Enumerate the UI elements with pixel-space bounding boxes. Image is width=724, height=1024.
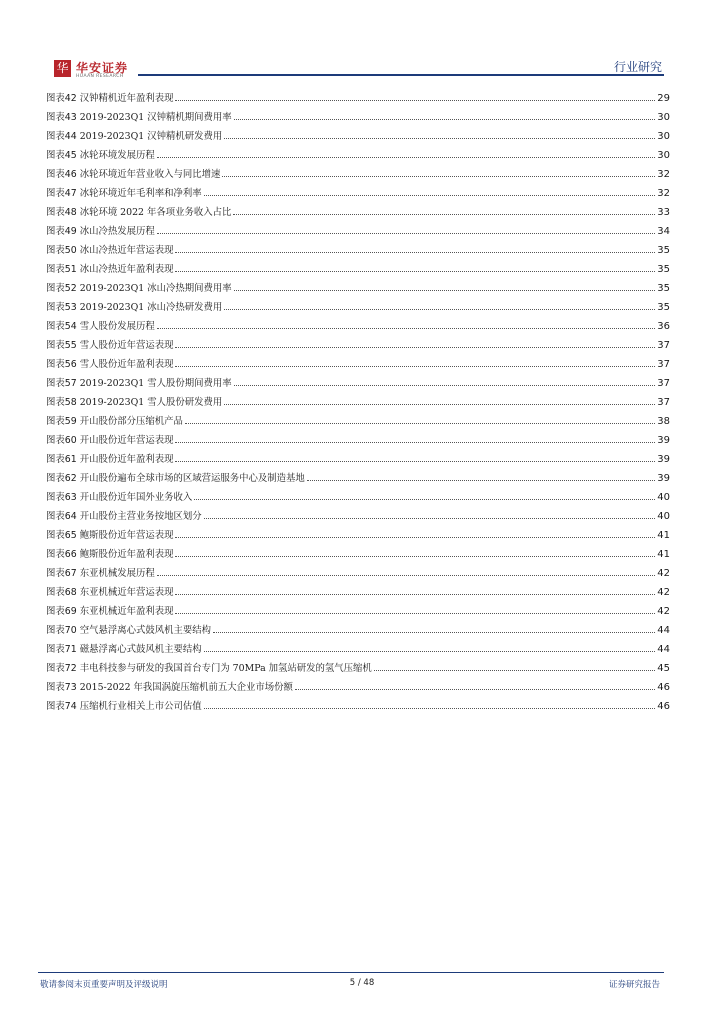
toc-dot-leader	[157, 221, 656, 234]
toc-entry-label	[46, 260, 173, 279]
section-label: 行业研究	[613, 60, 662, 74]
toc-dot-leader	[224, 297, 655, 310]
toc-entry-label	[46, 127, 222, 146]
toc-entry-label	[46, 355, 173, 374]
toc-entry-label	[46, 697, 202, 716]
toc-dot-leader	[234, 107, 656, 120]
toc-entry-label	[46, 564, 155, 583]
toc-entry-label	[46, 222, 155, 241]
toc-entry-prefix: 图表	[46, 606, 65, 617]
toc-dot-leader	[157, 316, 656, 329]
toc-entry-title: 开山股份近年国外业务收入	[79, 492, 193, 503]
logo-brand-subtitle: HUAAN RESEARCH	[76, 74, 124, 79]
toc-entry[interactable]	[46, 487, 670, 506]
toc-entry[interactable]	[46, 449, 670, 468]
toc-entry-number: 47	[64, 188, 77, 199]
toc-entry-number: 59	[64, 416, 77, 427]
toc-entry-page: 46	[657, 701, 670, 712]
toc-entry-number: 74	[64, 701, 77, 712]
toc-entry-page: 30	[657, 112, 670, 123]
toc-entry-prefix: 图表	[46, 492, 65, 503]
toc-entry[interactable]	[46, 183, 670, 202]
toc-entry-title: 冰轮环境 2022 年各项业务收入占比	[79, 207, 232, 218]
toc-entry-page: 35	[657, 302, 670, 313]
toc-entry-page: 37	[657, 340, 670, 351]
toc-entry[interactable]	[46, 677, 670, 696]
toc-entry-number: 55	[64, 340, 77, 351]
toc-entry-page: 34	[657, 226, 670, 237]
toc-entry-label	[46, 393, 222, 412]
toc-entry-prefix: 图表	[46, 663, 65, 674]
toc-entry[interactable]	[46, 658, 670, 677]
toc-dot-leader	[234, 373, 656, 386]
toc-entry-number: 57	[64, 378, 77, 389]
toc-entry-page: 33	[657, 207, 670, 218]
toc-entry-number: 70	[64, 625, 77, 636]
toc-entry-page: 37	[657, 359, 670, 370]
toc-entry-page: 35	[657, 264, 670, 275]
toc-entry-title: 雪人股份近年盈利表现	[79, 359, 174, 370]
toc-entry-title: 2019-2023Q1 雪人股份期间费用率	[79, 378, 232, 389]
toc-entry-number: 71	[64, 644, 77, 655]
toc-entry-label	[46, 184, 202, 203]
toc-entry[interactable]	[46, 544, 670, 563]
toc-entry-number: 51	[64, 264, 77, 275]
toc-entry-label	[46, 241, 173, 260]
toc-entry[interactable]	[46, 221, 670, 240]
toc-entry-page: 35	[657, 245, 670, 256]
toc-dot-leader	[233, 202, 655, 215]
page-header	[0, 0, 724, 80]
toc-dot-leader	[175, 601, 655, 614]
toc-entry-label	[46, 336, 173, 355]
toc-entry-prefix: 图表	[46, 701, 65, 712]
toc-entry-label	[46, 298, 222, 317]
toc-entry-page: 32	[657, 169, 670, 180]
toc-entry[interactable]	[46, 107, 670, 126]
toc-entry-prefix: 图表	[46, 283, 65, 294]
toc-dot-leader	[234, 278, 656, 291]
toc-entry[interactable]	[46, 126, 670, 145]
toc-entry-label	[46, 431, 173, 450]
toc-entry-prefix: 图表	[46, 644, 65, 655]
toc-entry-label	[46, 317, 155, 336]
toc-entry[interactable]	[46, 240, 670, 259]
toc-entry[interactable]	[46, 392, 670, 411]
toc-entry-page: 42	[657, 606, 670, 617]
toc-entry-page: 40	[657, 492, 670, 503]
toc-entry[interactable]	[46, 202, 670, 221]
toc-entry-title: 2015-2022 年我国涡旋压缩机前五大企业市场份额	[79, 682, 293, 693]
toc-dot-leader	[175, 88, 655, 101]
toc-entry-prefix: 图表	[46, 131, 65, 142]
toc-entry-label	[46, 412, 183, 431]
toc-entry[interactable]	[46, 297, 670, 316]
toc-dot-leader	[157, 563, 656, 576]
toc-entry[interactable]	[46, 506, 670, 525]
toc-entry-label	[46, 89, 173, 108]
toc-entry-prefix: 图表	[46, 682, 65, 693]
toc-entry-page: 36	[657, 321, 670, 332]
toc-entry-number: 65	[64, 530, 77, 541]
toc-entry-label	[46, 640, 202, 659]
logo-brand-name: 华安证券	[76, 61, 129, 75]
toc-entry-title: 丰电科技参与研发的我国首台专门为 70MPa 加氢站研发的氢气压缩机	[79, 663, 372, 674]
toc-entry-title: 冰轮环境发展历程	[79, 150, 155, 161]
toc-entry-label	[46, 450, 173, 469]
toc-entry-label	[46, 469, 305, 488]
toc-entry[interactable]	[46, 468, 670, 487]
toc-dot-leader	[204, 506, 656, 519]
toc-entry-title: 冰山冷热发展历程	[79, 226, 155, 237]
toc-entry-label	[46, 279, 232, 298]
toc-entry[interactable]	[46, 601, 670, 620]
toc-entry-page: 30	[657, 150, 670, 161]
toc-entry-prefix: 图表	[46, 207, 65, 218]
toc-entry[interactable]	[46, 525, 670, 544]
toc-entry-page: 41	[657, 530, 670, 541]
toc-dot-leader	[175, 449, 655, 462]
toc-dot-leader	[157, 145, 656, 158]
toc-entry-prefix: 图表	[46, 93, 65, 104]
toc-entry-number: 43	[64, 112, 77, 123]
toc-entry-title: 2019-2023Q1 雪人股份研发费用	[79, 397, 223, 408]
toc-entry-prefix: 图表	[46, 321, 65, 332]
toc-entry-number: 50	[64, 245, 77, 256]
footer-report-type: 证券研究报告	[608, 980, 660, 990]
toc-entry-page: 42	[657, 568, 670, 579]
toc-entry-page: 39	[657, 435, 670, 446]
toc-entry-prefix: 图表	[46, 587, 65, 598]
toc-entry-prefix: 图表	[46, 454, 65, 465]
toc-entry-prefix: 图表	[46, 302, 65, 313]
toc-entry-number: 72	[64, 663, 77, 674]
toc-dot-leader	[222, 164, 655, 177]
toc-dot-leader	[204, 639, 656, 652]
toc-entry-number: 68	[64, 587, 77, 598]
toc-entry-title: 2019-2023Q1 冰山冷热研发费用	[79, 302, 223, 313]
toc-entry-page: 37	[657, 397, 670, 408]
toc-entry-title: 东亚机械发展历程	[79, 568, 155, 579]
toc-entry-page: 37	[657, 378, 670, 389]
toc-entry-number: 66	[64, 549, 77, 560]
toc-dot-leader	[194, 487, 655, 500]
toc-entry-title: 汉钟精机近年盈利表现	[79, 93, 174, 104]
toc-entry-title: 开山股份近年盈利表现	[79, 454, 174, 465]
toc-entry-title: 空气悬浮离心式鼓风机主要结构	[79, 625, 211, 636]
toc-entry-title: 雪人股份近年营运表现	[79, 340, 174, 351]
toc-entry-page: 30	[657, 131, 670, 142]
toc-entry-prefix: 图表	[46, 435, 65, 446]
toc-dot-leader	[204, 696, 656, 709]
toc-entry-label	[46, 602, 173, 621]
toc-entry[interactable]	[46, 582, 670, 601]
toc-entry-prefix: 图表	[46, 150, 65, 161]
toc-entry-number: 54	[64, 321, 77, 332]
toc-entry-title: 开山股份部分压缩机产品	[79, 416, 183, 427]
toc-entry-label	[46, 621, 211, 640]
toc-dot-leader	[204, 183, 656, 196]
footer-divider	[38, 972, 664, 973]
toc-entry-label	[46, 165, 220, 184]
toc-entry-page: 44	[657, 644, 670, 655]
toc-entry-number: 63	[64, 492, 77, 503]
header-divider	[138, 74, 664, 76]
toc-entry-page: 35	[657, 283, 670, 294]
toc-entry-prefix: 图表	[46, 169, 65, 180]
toc-entry-page: 42	[657, 587, 670, 598]
toc-entry-page: 39	[657, 473, 670, 484]
toc-entry-title: 开山股份近年营运表现	[79, 435, 174, 446]
toc-entry-page: 32	[657, 188, 670, 199]
toc-entry-prefix: 图表	[46, 340, 65, 351]
toc-dot-leader	[175, 354, 655, 367]
toc-entry[interactable]	[46, 316, 670, 335]
toc-entry-number: 52	[64, 283, 77, 294]
logo-mark-icon: 华	[54, 60, 71, 77]
toc-entry-title: 东亚机械近年盈利表现	[79, 606, 174, 617]
toc-dot-leader	[175, 544, 655, 557]
toc-entry-number: 64	[64, 511, 77, 522]
toc-entry[interactable]	[46, 278, 670, 297]
toc-entry-title: 2019-2023Q1 汉钟精机期间费用率	[79, 112, 232, 123]
toc-entry-number: 49	[64, 226, 77, 237]
toc-entry[interactable]	[46, 88, 670, 107]
toc-entry[interactable]	[46, 373, 670, 392]
toc-entry-page: 29	[657, 93, 670, 104]
toc-dot-leader	[175, 525, 655, 538]
toc-entry-number: 69	[64, 606, 77, 617]
toc-entry-number: 45	[64, 150, 77, 161]
toc-entry-title: 鲍斯股份近年盈利表现	[79, 549, 174, 560]
toc-entry-number: 62	[64, 473, 77, 484]
toc-entry-prefix: 图表	[46, 473, 65, 484]
toc-entry-label	[46, 488, 192, 507]
toc-entry[interactable]	[46, 145, 670, 164]
toc-entry-title: 冰轮环境近年营业收入与同比增速	[79, 169, 221, 180]
toc-entry-title: 磁悬浮离心式鼓风机主要结构	[79, 644, 202, 655]
toc-dot-leader	[213, 620, 655, 633]
toc-entry-number: 60	[64, 435, 77, 446]
toc-entry[interactable]	[46, 411, 670, 430]
toc-entry-page: 39	[657, 454, 670, 465]
toc-entry-title: 冰山冷热近年盈利表现	[79, 264, 174, 275]
toc-entry-number: 53	[64, 302, 77, 313]
toc-entry-number: 58	[64, 397, 77, 408]
toc-entry-page: 38	[657, 416, 670, 427]
toc-entry[interactable]	[46, 259, 670, 278]
toc-entry[interactable]	[46, 696, 670, 715]
toc-entry-prefix: 图表	[46, 112, 65, 123]
toc-entry-title: 冰山冷热近年营运表现	[79, 245, 174, 256]
toc-dot-leader	[307, 468, 656, 481]
toc-entry[interactable]	[46, 620, 670, 639]
toc-entry-page: 41	[657, 549, 670, 560]
toc-entry-number: 61	[64, 454, 77, 465]
toc-entry-number: 67	[64, 568, 77, 579]
toc-dot-leader	[185, 411, 655, 424]
toc-entry-number: 73	[64, 682, 77, 693]
toc-dot-leader	[374, 658, 655, 671]
toc-entry-number: 56	[64, 359, 77, 370]
toc-dot-leader	[175, 582, 655, 595]
toc-entry-label	[46, 583, 173, 602]
toc-entry-prefix: 图表	[46, 530, 65, 541]
toc-entry-prefix: 图表	[46, 226, 65, 237]
toc-dot-leader	[175, 259, 655, 272]
toc-entry-page: 46	[657, 682, 670, 693]
toc-entry-title: 开山股份主营业务按地区划分	[79, 511, 202, 522]
toc-entry-prefix: 图表	[46, 188, 65, 199]
toc-entry-page: 44	[657, 625, 670, 636]
toc-entry-label	[46, 374, 232, 393]
figure-index	[46, 88, 670, 715]
toc-entry-prefix: 图表	[46, 245, 65, 256]
footer-disclaimer: 敬请参阅末页重要声明及评级说明	[40, 980, 168, 990]
toc-entry-title: 压缩机行业相关上市公司估值	[79, 701, 202, 712]
toc-entry[interactable]	[46, 354, 670, 373]
toc-entry-label	[46, 203, 231, 222]
toc-entry-number: 48	[64, 207, 77, 218]
toc-entry-label	[46, 146, 155, 165]
toc-entry-title: 雪人股份发展历程	[79, 321, 155, 332]
toc-entry-label	[46, 678, 293, 697]
toc-entry-prefix: 图表	[46, 511, 65, 522]
toc-entry-label	[46, 526, 173, 545]
toc-entry-prefix: 图表	[46, 625, 65, 636]
toc-entry-title: 2019-2023Q1 汉钟精机研发费用	[79, 131, 223, 142]
toc-entry-prefix: 图表	[46, 378, 65, 389]
toc-entry[interactable]	[46, 164, 670, 183]
toc-entry[interactable]	[46, 563, 670, 582]
toc-entry-label	[46, 659, 372, 678]
toc-dot-leader	[295, 677, 655, 690]
toc-entry[interactable]	[46, 639, 670, 658]
toc-entry-prefix: 图表	[46, 264, 65, 275]
toc-entry[interactable]	[46, 335, 670, 354]
toc-entry-page: 40	[657, 511, 670, 522]
toc-dot-leader	[175, 335, 655, 348]
toc-entry-title: 2019-2023Q1 冰山冷热期间费用率	[79, 283, 232, 294]
toc-entry-number: 46	[64, 169, 77, 180]
toc-entry-prefix: 图表	[46, 397, 65, 408]
toc-entry-prefix: 图表	[46, 549, 65, 560]
toc-entry-number: 44	[64, 131, 77, 142]
toc-entry-prefix: 图表	[46, 568, 65, 579]
toc-dot-leader	[224, 126, 655, 139]
toc-entry-page: 45	[657, 663, 670, 674]
toc-entry-label	[46, 545, 173, 564]
toc-entry-label	[46, 108, 232, 127]
toc-dot-leader	[175, 430, 655, 443]
toc-entry-number: 42	[64, 93, 77, 104]
toc-dot-leader	[224, 392, 655, 405]
toc-entry[interactable]	[46, 430, 670, 449]
toc-entry-title: 鲍斯股份近年营运表现	[79, 530, 174, 541]
toc-entry-title: 冰轮环境近年毛利率和净利率	[79, 188, 202, 199]
page-number: 5 / 48	[349, 978, 375, 988]
toc-entry-prefix: 图表	[46, 416, 65, 427]
toc-entry-title: 东亚机械近年营运表现	[79, 587, 174, 598]
toc-entry-prefix: 图表	[46, 359, 65, 370]
toc-entry-label	[46, 507, 202, 526]
toc-dot-leader	[175, 240, 655, 253]
company-logo	[54, 60, 144, 82]
toc-entry-title: 开山股份遍布全球市场的区域营运服务中心及制造基地	[79, 473, 305, 484]
